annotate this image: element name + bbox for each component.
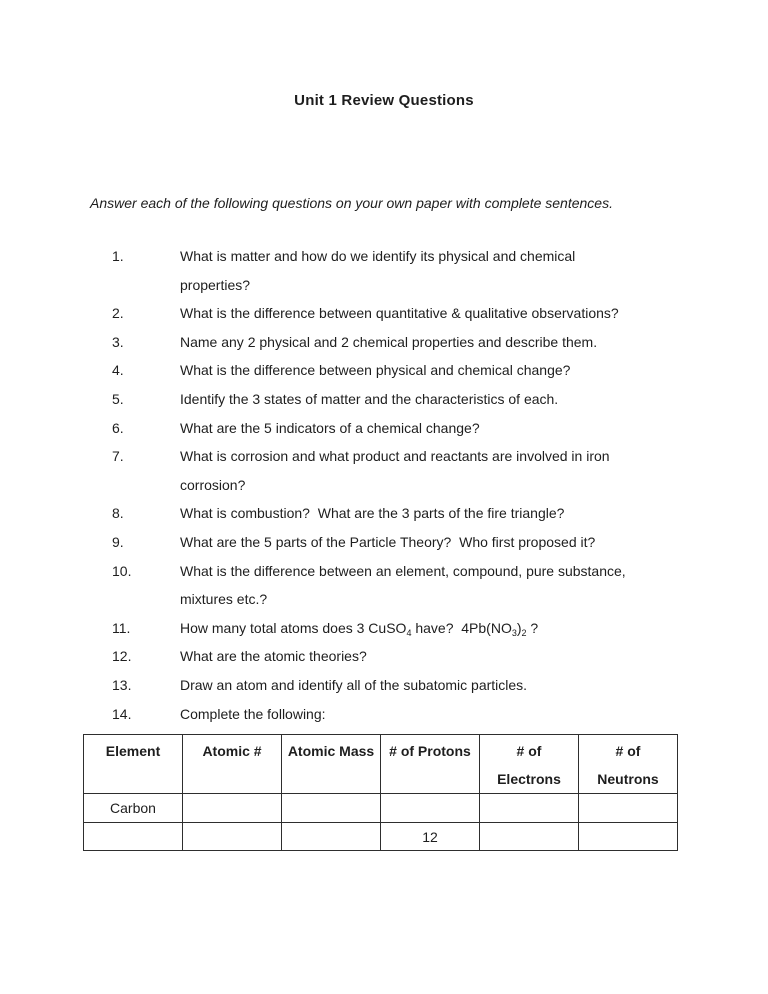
table-cell: 12 (381, 823, 480, 851)
table-cell (282, 823, 381, 851)
question-text: What is matter and how do we identify its physical and chemical properties? (180, 248, 576, 293)
question-number: 9. (112, 533, 124, 550)
page-title: Unit 1 Review Questions (294, 92, 474, 109)
question-item (112, 242, 692, 299)
table-header-cell: # of Electrons (480, 735, 579, 794)
question-item (112, 414, 692, 443)
table-cell: Carbon (84, 794, 183, 823)
question-text: Identify the 3 states of matter and the characteristics of each. (180, 390, 559, 407)
question-item (112, 442, 692, 499)
question-number: 11. (112, 619, 131, 636)
question-item (112, 328, 692, 357)
subscript: 3 (511, 627, 517, 638)
questions-list (112, 242, 692, 728)
question-text: What is combustion? What are the 3 parts of the fire triangle? (180, 505, 565, 522)
question-item (112, 557, 692, 614)
question-text: What is corrosion and what product and reactants are involved in iron corrosion? (180, 448, 610, 493)
question-item (112, 614, 692, 643)
question-number: 3. (112, 333, 124, 350)
table-row (84, 823, 678, 851)
completion-table (83, 734, 678, 851)
question-item (112, 528, 692, 557)
question-number: 4. (112, 362, 124, 379)
question-text: Name any 2 physical and 2 chemical properties and describe them. (180, 333, 598, 350)
table-header-cell: Atomic # (183, 735, 282, 794)
table-header-cell: # of Protons (381, 735, 480, 794)
question-text: What is the difference between physical and chemical change? (180, 362, 571, 379)
question-item (112, 385, 692, 414)
question-number: 8. (112, 505, 124, 522)
question-text: What are the 5 indicators of a chemical change? (180, 419, 480, 436)
table-header-cell: Atomic Mass (282, 735, 381, 794)
question-number: 5. (112, 390, 124, 407)
table-cell (480, 823, 579, 851)
question-number: 12. (112, 648, 132, 665)
question-number: 10. (112, 562, 132, 579)
instruction-text: Answer each of the following questions on your own paper with complete sentences. (90, 195, 613, 211)
question-number: 13. (112, 676, 132, 693)
table-header-row (84, 735, 678, 794)
question-item (112, 499, 692, 528)
table-row (84, 794, 678, 823)
question-text: What is the difference between an element, compound, pure substance, mixtures etc.? (180, 562, 626, 608)
question-item (112, 356, 692, 385)
question-item (112, 700, 692, 729)
table-cell (282, 794, 381, 823)
table-cell (183, 823, 282, 851)
table-cell (480, 794, 579, 823)
question-text: What is the difference between quantitative & qualitative observations? (180, 305, 619, 322)
question-item (112, 642, 692, 671)
table-cell (84, 823, 183, 851)
question-item (112, 671, 692, 700)
table-cell (579, 794, 678, 823)
question-text: How many total atoms does 3 CuSO$_4$ have? $4Pb(NO_3)_2$ ? (180, 619, 539, 638)
table-cell (381, 794, 480, 823)
subscript: 4 (406, 627, 412, 638)
question-number: 14. (112, 705, 132, 722)
question-number: 1. (112, 248, 124, 264)
question-number: 2. (112, 305, 124, 322)
question-text: What are the atomic theories? (180, 648, 367, 665)
question-text: Draw an atom and identify all of the subatomic particles. (180, 676, 528, 693)
table-cell (579, 823, 678, 851)
table-cell (183, 794, 282, 823)
question-text: Complete the following: (180, 705, 326, 722)
question-number: 7. (112, 448, 124, 465)
table-header-cell: # of Neutrons (579, 735, 678, 794)
table-header-cell: Element (84, 735, 183, 794)
question-text: What are the 5 parts of the Particle Theory? Who first proposed it? (180, 533, 596, 550)
subscript: 2 (521, 627, 527, 638)
question-number: 6. (112, 419, 124, 436)
question-item (112, 299, 692, 328)
